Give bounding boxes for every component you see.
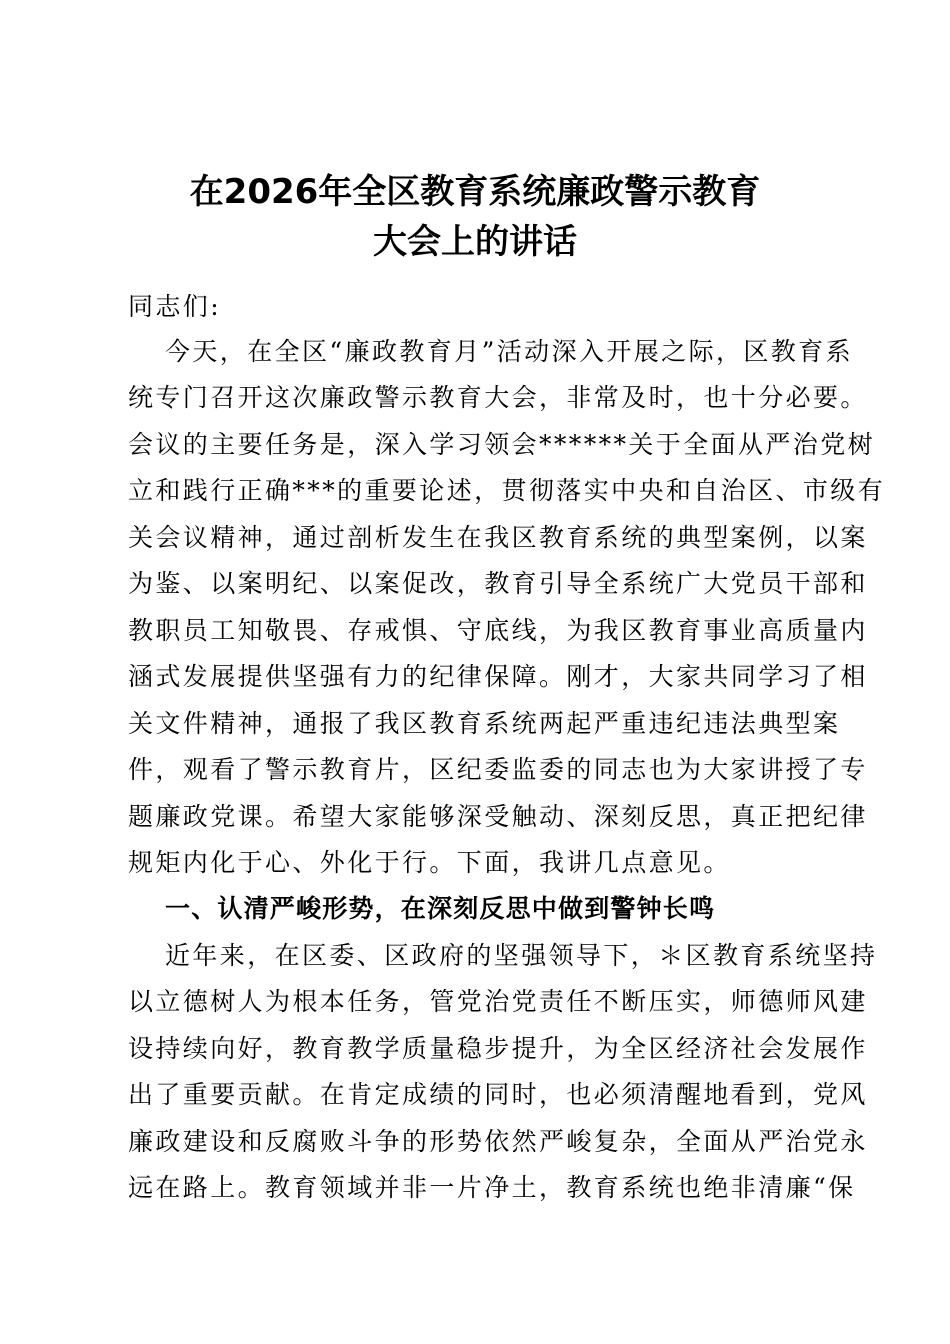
paragraph-line: 统专门召开这次廉政警示教育大会，非常及时，也十分必要。	[128, 383, 868, 412]
paragraph-line: 廉政建设和反腐败斗争的形势依然严峻复杂，全面从严治党永	[128, 1127, 868, 1156]
paragraph-line: 题廉政党课。希望大家能够深受触动、深刻反思，真正把纪律	[128, 802, 868, 831]
paragraph-line: 出了重要贡献。在肯定成绩的同时，也必须清醒地看到，党风	[128, 1080, 868, 1109]
paragraph-line: 关文件精神，通报了我区教育系统两起严重违纪违法典型案	[128, 709, 841, 738]
paragraph-line: 涵式发展提供坚强有力的纪律保障。刚才，大家共同学习了相	[128, 662, 868, 691]
paragraph-line: 规矩内化于心、外化于行。下面，我讲几点意见。	[128, 848, 731, 877]
paragraph-line: 为鉴、以案明纪、以案促改，教育引导全系统广大党员干部和	[128, 569, 868, 598]
document-title-line-1: 在2026年全区教育系统廉政警示教育	[189, 172, 761, 212]
document-title-line-2: 大会上的讲话	[373, 222, 577, 262]
paragraph-line: 以立德树人为根本任务，管党治党责任不断压实，师德师风建	[128, 987, 868, 1016]
section-heading: 一、认清严峻形势，在深刻反思中做到警钟长鸣	[165, 894, 716, 923]
paragraph-line: 教职员工知敬畏、存戒惧、守底线，为我区教育事业高质量内	[128, 616, 868, 645]
paragraph-line: 设持续向好，教育教学质量稳步提升，为全区经济社会发展作	[128, 1034, 868, 1063]
paragraph-line: 近年来，在区委、区政府的坚强领导下，＊区教育系统坚持	[165, 941, 878, 970]
paragraph-line: 关会议精神，通过剖析发生在我区教育系统的典型案例，以案	[128, 523, 868, 552]
paragraph-line: 立和践行正确***的重要论述，贯彻落实中央和自治区、市级有	[128, 476, 886, 505]
paragraph-line: 会议的主要任务是，深入学习领会******关于全面从严治党树	[128, 430, 876, 459]
paragraph-line: 今天，在全区“廉政教育月”活动深入开展之际，区教育系	[165, 337, 853, 366]
paragraph-line: 远在路上。教育领域并非一片净土，教育系统也绝非清廉“保	[128, 1173, 856, 1202]
paragraph-line: 件，观看了警示教育片，区纪委监委的同志也为大家讲授了专	[128, 755, 868, 784]
salutation: 同志们:	[128, 292, 222, 321]
